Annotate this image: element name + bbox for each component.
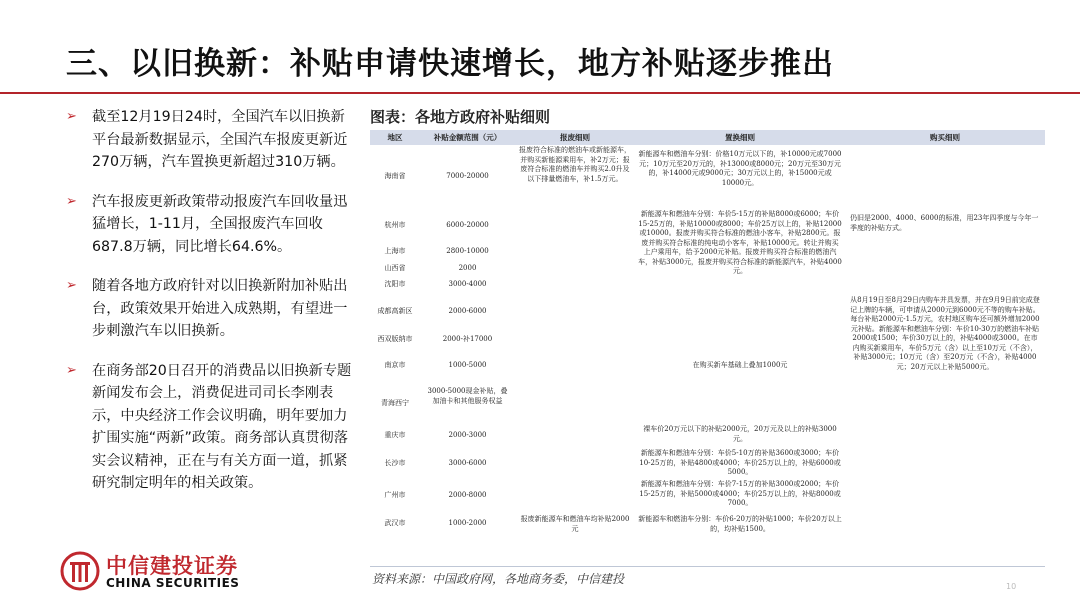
table-cell: 上海市	[384, 247, 406, 255]
bullet-item	[64, 360, 356, 495]
bullet-item	[64, 191, 356, 259]
table-cell: 南京市	[384, 361, 406, 369]
table-cell: 山西省	[384, 264, 406, 272]
logo-english-name: CHINA SECURITIES	[106, 576, 240, 590]
header-purchase: 购买细则	[930, 133, 960, 142]
subsidy-table	[370, 130, 1045, 560]
table-cell: 3000-4000	[448, 280, 487, 288]
table-cell: 从8月19日至8月29日内购车并具发票，并在9月9日前完成登记上牌的车辆，可申请从2000元到6000元不等的购车补贴。每台补贴2000元-1.5万元，农村地区购车还可额外增加2000元补贴。新能源车和燃油车分别：车价10-30万的燃油车补贴2000或1500；车价30万以上的，补贴4000或3000。在市内购买新乘用车，车价5万元（含）以上至10万元（不含），补贴3000元；10万元（含）至20万元（不含），补贴4000元；20万元以上补贴5000元。	[850, 296, 1040, 371]
table-cell: 沈阳市	[384, 280, 406, 288]
arrow-bullet-icon: ➢	[66, 109, 77, 124]
table-cell: 7000-20000	[446, 172, 489, 180]
arrow-bullet-icon: ➢	[66, 362, 77, 378]
title-underline	[0, 92, 1080, 94]
bullet-text: 截至12月19日24时，全国汽车以旧换新平台最新数据显示，全国汽车报废更新近270万辆，汽车置换更新超过310万辆。	[92, 109, 348, 170]
table-cell: 1000-2000	[448, 519, 487, 527]
table-cell: 3000-5000现金补贴，叠加油卡和其他服务权益	[427, 387, 508, 405]
table-cell: 报废符合标准的燃油车或新能源车，并购买新能源乘用车，补2万元；报废符合标准的燃油车并购买2.0升及以下排量燃油车，补1.5万元。	[519, 146, 631, 183]
table-cell: 新能源车和燃油车分别：车价7-15万的补贴3000或2000；车价15-25万的，补贴5000或4000；车价25万以上的，补贴8000或7000。	[639, 480, 841, 507]
page-number: 10	[1006, 582, 1017, 591]
bullet-item	[64, 275, 356, 343]
table-cell: 在购买新车基础上叠加1000元	[692, 361, 788, 369]
figure-title: 图表：各地方政府补贴细则	[370, 108, 551, 126]
table-cell: 长沙市	[384, 459, 406, 467]
table-cell: 广州市	[384, 491, 406, 499]
table-cell: 2000-8000	[448, 491, 487, 499]
table-cell: 新能源车和燃油车分别：车价5-10万的补贴3600或3000；车价10-25万的，补贴4800或4000；车价25万以上的，补贴6000或5000。	[639, 449, 841, 476]
table-cell: 2000-补17000	[442, 335, 493, 343]
company-logo	[60, 549, 250, 595]
bullet-text: 汽车报废更新政策带动报废汽车回收量迅猛增长，1-11月，全国报废汽车回收687.8万辆，同比增长64.6%。	[92, 193, 348, 255]
arrow-bullet-icon: ➢	[66, 193, 77, 209]
table-cell: 裸车价20万元以下的补贴2000元，20万元及以上的补贴3000元。	[643, 425, 837, 443]
table-cell: 3000-6000	[448, 459, 487, 467]
header-scrap: 报废细则	[560, 133, 590, 142]
source-note: 资料来源：中国政府网，各地商务委，中信建投	[372, 572, 625, 586]
header-amount: 补贴金额范围（元）	[433, 133, 502, 142]
table-cell: 西双版纳市	[377, 335, 413, 343]
citic-logo-icon	[60, 551, 100, 591]
table-cell: 2000-6000	[448, 307, 487, 315]
bullet-text: 在商务部20日召开的消费品以旧换新专题新闻发布会上，消费促进司司长李刚表示，中央经济工作会议明确，明年要加力扩围实施“两新”政策。商务部认真贯彻落实会议精神，正在与有关方面一道，抓紧研究制定明年的相关政策。	[92, 362, 352, 491]
bullet-text: 随着各地方政府针对以旧换新附加补贴出台，政策效果开始进入成熟期，有望进一步刺激汽车以旧换新。	[92, 278, 348, 339]
table-cell: 新能源车和燃油车分别：车价6-20万的补贴1000；车价20万以上的，均补贴1500。	[638, 515, 842, 533]
header-replace: 置换细则	[725, 133, 755, 142]
table-cell: 6000-20000	[446, 221, 489, 229]
source-divider	[370, 566, 1045, 567]
arrow-bullet-icon: ➢	[66, 278, 77, 293]
table-cell: 2000	[458, 264, 477, 272]
table-cell: 报废新能源车和燃油车均补贴2000元	[520, 515, 630, 533]
header-region: 地区	[387, 133, 403, 142]
table-header	[370, 130, 1045, 145]
table-cell: 海南省	[384, 172, 406, 180]
logo-chinese-name: 中信建投证券	[106, 554, 238, 578]
table-cell: 新能源车和燃油车分别：价格10万元以下的，补10000元或7000元；10万元至20万元的，补13000或8000元；20万元至30万元的，补14000元或9000元；30万元以上的，补15000元或10000元。	[638, 150, 842, 187]
table-cell: 仍旧是2000、4000、6000的标准，用23年四季度与今年一季度的补贴方式。	[850, 214, 1039, 232]
table-cell: 2000-3000	[448, 431, 487, 439]
table-cell: 新能源车和燃油车分别：车价5-15万的补贴8000或6000；车价15-25万的，补贴10000或8000；车价25万以上的，补贴12000或10000。报废并购买符合标准的燃油小客车，补贴2800元。报废并购买符合标准的纯电动小客车，补贴10000元。转让并购买上户乘用车，给予2000元补贴。报废并购买符合标准的燃油汽车，补贴3000元，报废并购买符合标准的新能源汽车，补贴4000元。	[638, 210, 842, 275]
bullet-list	[64, 106, 356, 512]
table-cell: 青海西宁	[381, 399, 409, 407]
page-title: 三、以旧换新：补贴申请快速增长，地方补贴逐步推出	[66, 46, 834, 82]
table-cell: 重庆市	[384, 431, 406, 439]
table-cell: 1000-5000	[448, 361, 487, 369]
table-cell: 杭州市	[384, 221, 406, 229]
table-cell: 2800-10000	[446, 247, 489, 255]
bullet-item	[64, 106, 356, 174]
table-cell: 成都高新区	[377, 307, 413, 315]
table-cell: 武汉市	[384, 519, 406, 527]
